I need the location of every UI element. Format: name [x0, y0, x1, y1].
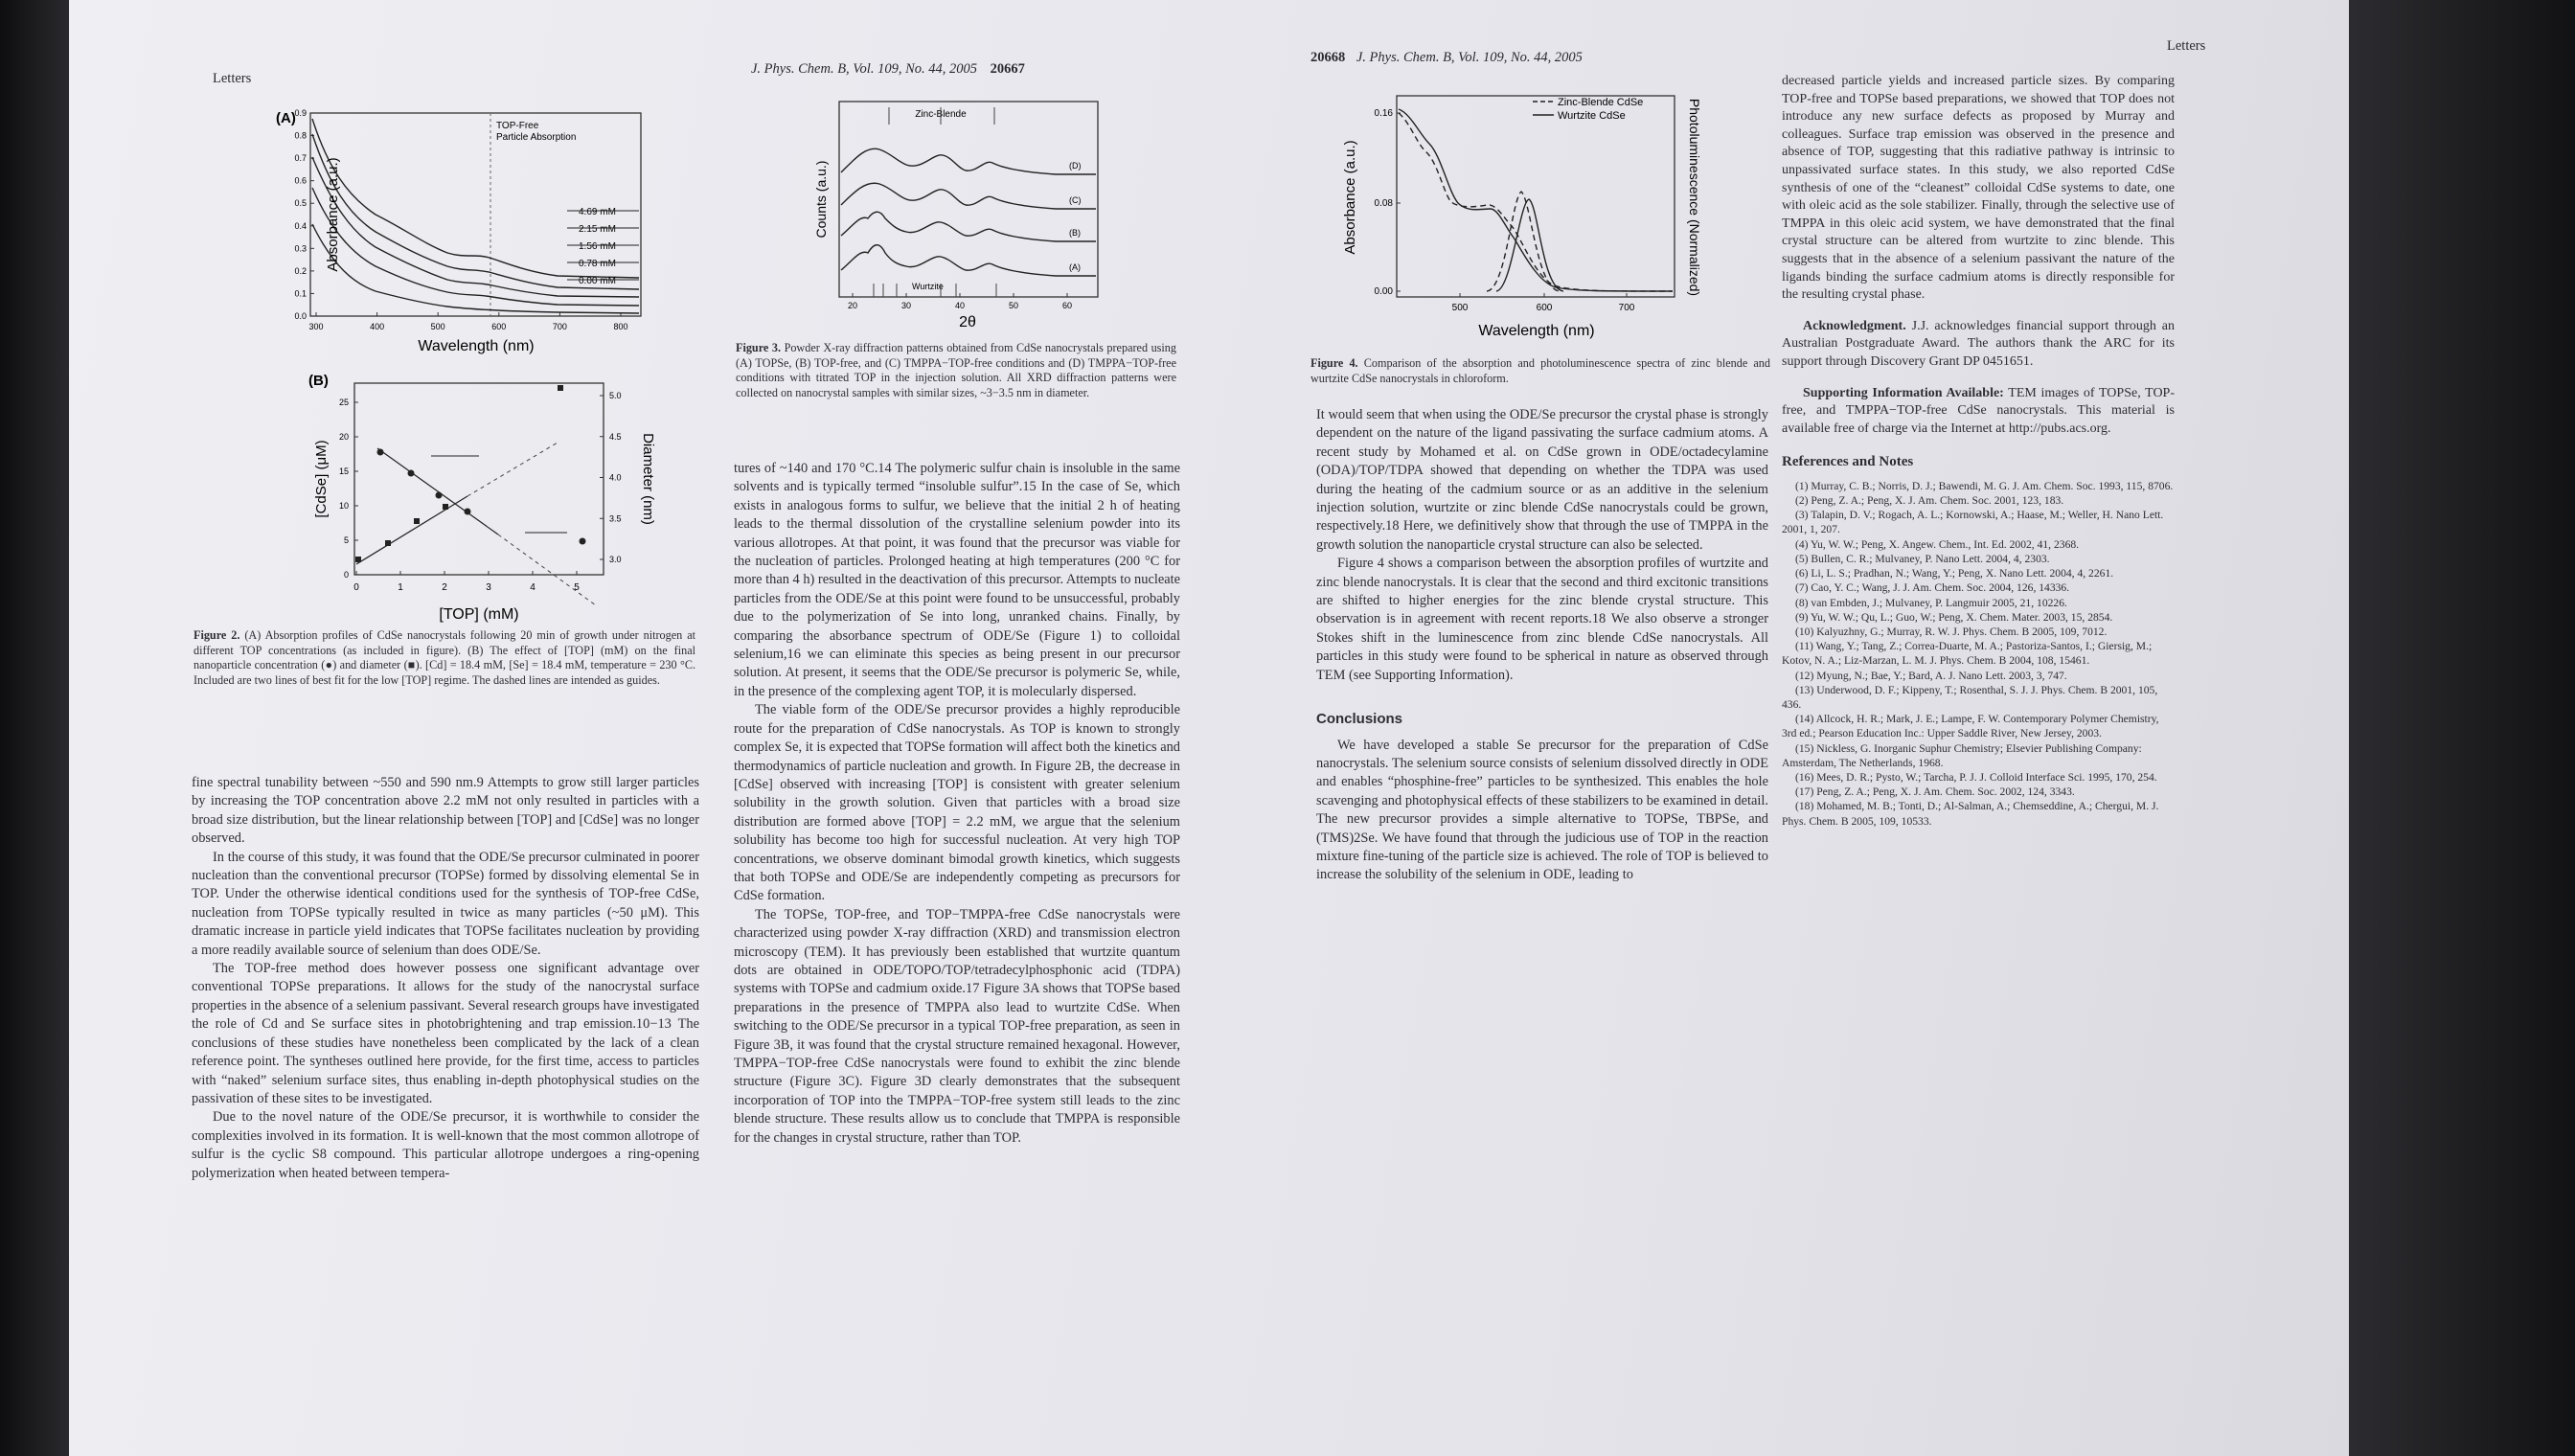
figure2b-frame	[354, 383, 604, 575]
figure4-ylabel-left: Absorbance (a.u.)	[1342, 140, 1358, 255]
figure2b-right-ytick-label: 4.5	[609, 431, 622, 442]
reference-item: (11) Wang, Y.; Tang, Z.; Correa-Duarte, M. A.; Pastoriza-Santos, I.; Giersig, M.; Kotov, N. A.; Liz-Marzan, L. M. J. Phys. Chem. B 2004, 108, 15461.	[1782, 640, 2153, 668]
figure4-pl-wurtzite	[1496, 199, 1563, 291]
col2-paragraph: tures of ~140 and 170 °C.14 The polymeric sulfur chain is insoluble in the same solvents and is typically termed “insoluble sulfur”.15 In the case of Se, which exists in analogous forms to sulfur, we believe that the initial 2 h of heating leads to the thermal dissolution of the crystalline selenium powder into its various allotropes. At that point, it was found that the precursor was viable for the nucleation of particles. Prolonged heating at high temperatures (200 °C for more than 4 h) resulted in the deactivation of this precursor. Attempts to nucleate particles from the ODE/Se at this point were found to be unsuccessful, probably due to the polymerization of Se into long, unranked chains. Finally, by comparing the absorbance spectrum of ODE/Se (Figure 1) to colloidal selenium,16 we can eliminate this species as being present in our precursor solution. At present, it seems that the ODE/Se precursor is polymeric Se, while, in the presence of the complexing agent TOP, it is molecularly dispersed.	[734, 461, 1180, 699]
reference-item: (1) Murray, C. B.; Norris, D. J.; Bawendi, M. G. J. Am. Chem. Soc. 1993, 115, 8706.	[1795, 479, 2174, 492]
reference-item: (4) Yu, W. W.; Peng, X. Angew. Chem., Int. Ed. 2002, 41, 2368.	[1795, 537, 2080, 551]
right-page-number: 20668	[1310, 50, 1346, 65]
reference-item: (10) Kalyuzhny, G.; Murray, R. W. J. Phys. Chem. B 2005, 109, 7012.	[1795, 625, 2108, 638]
figure2b-right-ytick-label: 3.0	[609, 555, 622, 564]
figure3-ylabel: Counts (a.u.)	[813, 160, 829, 239]
figure2a-ylabel: Absorbance (a.u.)	[325, 157, 341, 272]
figure2a-xtick-label: 800	[613, 322, 628, 331]
left-journal-header	[751, 61, 1025, 78]
reference-item: (17) Peng, Z. A.; Peng, X. J. Am. Chem. Soc. 2002, 124, 3343.	[1795, 785, 2075, 799]
figure2b-xtick-label: 1	[398, 582, 403, 593]
figure2b-left-ytick-label: 5	[343, 535, 349, 545]
figure4-caption	[1310, 356, 1770, 386]
figure2b-label: (B)	[308, 373, 329, 389]
figure2a-ytick-label: 0.1	[294, 288, 307, 299]
figure2a-xticks	[308, 312, 627, 331]
right-journal-name: J. Phys. Chem. B, Vol. 109, No. 44, 2005	[1356, 50, 1583, 65]
figure2b-guide-diameter	[467, 443, 558, 496]
figure2b-left-ytick-label: 25	[338, 398, 349, 407]
acknowledgment-text: J.J. acknowledges financial support through an Australian Postgraduate Award. The authors thank the ARC for its support through Discovery Grant DP 0451651.	[1782, 318, 2175, 369]
figure2a-xtick-label: 300	[308, 322, 324, 331]
figure3-trace-d	[841, 148, 1096, 174]
figure2a-xtick-label: 400	[370, 322, 385, 331]
figure2a-ytick-label: 0.3	[294, 243, 307, 254]
figure3-xtick-label: 50	[1008, 301, 1019, 310]
figure3-xticks	[848, 293, 1072, 310]
figure2a-series-label-4: 0.78 mM	[579, 259, 616, 269]
figure2b-point	[465, 509, 471, 515]
figure2b-xlabel: [TOP] (mM)	[439, 606, 519, 623]
figure2-caption	[194, 628, 695, 688]
figure3-trace-b	[841, 212, 1096, 241]
right-section-header: Letters	[2167, 38, 2206, 54]
paper-spread	[69, 0, 2349, 1456]
left-section-header: Letters	[213, 71, 252, 86]
figure4-ytick-label: 0.16	[1374, 108, 1393, 119]
figure2a-ytick-label: 0.5	[294, 198, 307, 209]
col3-paragraph: Figure 4 shows a comparison between the absorption profiles of wurtzite and zinc blende nanocrystals. It is clear that the second and third excitonic transitions are shifted to higher energies for the zinc blende crystal structure. This observation is in agreement with recent reports.18 We also observe a stronger Stokes shift in the luminescence from zinc blende CdSe nanocrystals. All particles in this study were found to be spherical in nature as observed through TEM (see Supporting Information).	[1316, 556, 1768, 683]
reference-item: (18) Mohamed, M. B.; Tonti, D.; Al-Salman, A.; Chemseddine, A.; Chergui, M. J. Phys. Chem. B 2005, 109, 10533.	[1782, 800, 2159, 828]
column-2-text	[734, 460, 1180, 1148]
figure3-trace-label-c: (C)	[1069, 195, 1082, 205]
supporting-info-heading: Supporting Information Available:	[1803, 385, 2004, 400]
figure2b-right-ytick-label: 3.5	[609, 513, 622, 524]
col4-paragraph: decreased particle yields and increased particle sizes. By comparing TOP-free and TOPSe based preparations, we showed that TOP does not introduce any new surface defects as proposed by Murray and colleagues. Surface trap emission was observed in the presence and absence of TOP, suggesting that this radiative pathway is intrinsic to unpassivated surface states. In this study, we also reported CdSe synthesis of one of the “cleanest” colloidal CdSe systems to date, one with oleic acid as the sole stabilizer. Finally, through the selective use of TMPPA in this oleic acid system, we have demonstrated that the final crystal structure can be altered from wurtzite to zinc blende. This suggests that in the absence of a selenium passivant the nature of the ligands binding the surface cadmium atoms is directly responsible for the resulting crystal phase.	[1782, 74, 2175, 303]
figure2b-ylabel-right: Diameter (nm)	[640, 433, 656, 525]
figure2a-ytick-label: 0.7	[294, 153, 307, 164]
figure4-legend-wz: Wurtzite CdSe	[1558, 110, 1626, 122]
column-1-text	[192, 774, 699, 1183]
figure2b-fit-line-diameter	[356, 496, 467, 564]
reference-item: (5) Bullen, C. R.; Mulvaney, P. Nano Lett. 2004, 4, 2303.	[1795, 552, 2050, 565]
dark-background-left	[0, 0, 69, 1456]
figure3-trace-a	[841, 245, 1096, 276]
figure4-chart-container	[1333, 84, 1736, 357]
reference-item: (8) van Embden, J.; Mulvaney, P. Langmuir 2005, 21, 10226.	[1795, 596, 2067, 609]
col3-paragraph: It would seem that when using the ODE/Se precursor the crystal phase is strongly dependent on the nature of the ligand passivating the surface cadmium atoms. A recent study by Mohamed et al. on CdSe grown in ODE/octadecylamine (ODA)/TOP/TDPA showed that depending on whether the TDPA was used during the heating of the cadmium source or as an additive in the selenium injection solution, wurtzite or zinc blende CdSe nanocrystals could be grown, respectively.18 Here, we definitively show that through the use of TMPPA in the growth solution the nanoparticle crystal structure can also be selected.	[1316, 407, 1768, 553]
col1-paragraph: The TOP-free method does however possess one significant advantage over conventional TOPSe preparations. It allows for the study of the nanocrystal surface properties in the absence of a selenium passivant. Several research groups have investigated the role of Cd and Se surface sites in photobrightening and trap emission.10−13 The conclusions of these studies have nonetheless been complicated by the lack of a clean reference point. The syntheses outlined here provide, for the first time, access to particles with “naked” selenium surface sites, thus enabling in-depth photophysical studies on the passivation of these sites to be investigated.	[192, 961, 699, 1106]
reference-item: (12) Myung, N.; Bae, Y.; Bard, A. J. Nano Lett. 2003, 3, 747.	[1795, 669, 2067, 682]
col2-paragraph: The TOPSe, TOP-free, and TOP−TMPPA-free CdSe nanocrystals were characterized using powder X-ray diffraction (XRD) and transmission electron microscopy (TEM). It has previously been established that wurtzite quantum dots are obtained in ODE/TOPO/TOP/tetradecylphosphonic acid (TDPA) systems with TOPSe and cadmium oxide.17 Figure 3A shows that TOPSe based preparations in the presence of TMPPA also lead to wurtzite CdSe. When switching to the ODE/Se precursor in a typical TOP-free preparation, as seen in Figure 3B, it was found that the crystal structure remained hexagonal. However, TMPPA−TOP-free CdSe nanocrystals were found to exhibit the zinc blende structure (Figure 3C). Figure 3D clearly demonstrates that the subsequent incorporation of TOP into the TMPPA−TOP-free system still leads to the zinc blende structure. These results allow us to conclude that TMPPA is responsible for the changes in crystal structure, rather than TOP.	[734, 906, 1180, 1146]
figure2b-left-ytick-label: 0	[343, 570, 349, 580]
figure4-pl-zinc-blende	[1487, 192, 1560, 291]
figure3-xtick-label: 30	[900, 301, 912, 310]
figure2a-ytick-label: 0.6	[294, 175, 307, 186]
figure3-caption	[736, 341, 1176, 400]
figure2b-point	[558, 385, 563, 391]
figure2a-ytick-label: 0.8	[294, 130, 307, 141]
figure2a-ytick-label: 0.2	[294, 265, 307, 276]
col2-paragraph: The viable form of the ODE/Se precursor provides a highly reproducible route for the preparation of CdSe nanocrystals. As TOP is known to strongly complex Se, it is expected that TOPSe formation will affect both the kinetics and thermodynamics of particle nucleation and growth. In Figure 2B, the decrease in [CdSe] observed with increasing [TOP] is consistent with greater selenium solubility in the growth solution. Given that particles with a broad size distribution are formed above [TOP] = 2.2 mM, we argue that the selenium solubility has become too high for successful nucleation. At very high TOP concentrations, we observe dominant bimodal growth kinetics, which suggests that both TOPSe and ODE/Se are independently competing as precursors for CdSe formation.	[734, 702, 1180, 904]
figure2a-curve-1	[312, 119, 639, 278]
col1-paragraph: In the course of this study, it was found that the ODE/Se precursor culminated in poorer nucleation than the conventional precursor (TOPSe) formed by dissolving elemental Se in TOP. Under the otherwise identical conditions used for the synthesis of TOP-free CdSe, nucleation from TOPSe typically resulted in twice as many particles (~50 μM). This dramatic increase in particle yield indicates that TOPSe facilitates nucleation by providing a more readily available source of selenium than does ODE/Se.	[192, 849, 699, 958]
figure4-chart	[1333, 84, 1736, 353]
figure2a-yticks	[294, 108, 314, 321]
figure3-xtick-label: 20	[847, 301, 858, 310]
reference-item: (2) Peng, Z. A.; Peng, X. J. Am. Chem. Soc. 2001, 123, 183.	[1795, 494, 2064, 508]
figure4-xtick-label: 600	[1536, 303, 1553, 313]
reference-item: (3) Talapin, D. V.; Rogach, A. L.; Kornowski, A.; Haase, M.; Weller, H. Nano Lett. 2001, 1, 207.	[1782, 509, 2164, 536]
figure2-panel-b	[241, 368, 692, 631]
figure2a-legend-title-2: Particle Absorption	[496, 132, 577, 143]
left-journal-name: J. Phys. Chem. B, Vol. 109, No. 44, 2005	[751, 61, 978, 77]
figure4-xtick-label: 500	[1451, 303, 1469, 313]
figure3-chart-container	[797, 92, 1113, 336]
figure2b-right-ytick-label: 5.0	[609, 391, 622, 400]
figure3-xtick-label: 60	[1061, 301, 1073, 310]
reference-item: (15) Nickless, G. Inorganic Suphur Chemistry; Elsevier Publishing Company: Amsterdam, The Netherlands, 1968.	[1782, 741, 2142, 769]
reference-item: (13) Underwood, D. F.; Kippeny, T.; Rosenthal, S. J. J. Phys. Chem. B 2001, 105, 436.	[1782, 683, 2158, 711]
figure2b-point	[355, 557, 361, 562]
column-3-text	[1316, 406, 1768, 885]
reference-item: (6) Li, L. S.; Pradhan, N.; Wang, Y.; Peng, X. Nano Lett. 2004, 4, 2261.	[1795, 567, 2114, 580]
dark-background-right	[2349, 0, 2575, 1456]
figure2a-xtick-label: 600	[491, 322, 507, 331]
figure4-legend-zb: Zinc-Blende CdSe	[1558, 97, 1644, 108]
figure4-caption-text: Comparison of the absorption and photoluminescence spectra of zinc blende and wurtzite CdSe nanocrystals in chloroform.	[1310, 356, 1770, 385]
figure2b-xtick-label: 4	[530, 582, 536, 593]
figure2a-label: (A)	[276, 110, 296, 126]
figure3-trace-label-d: (D)	[1069, 161, 1082, 171]
figure2b-point	[385, 540, 391, 546]
col1-paragraph: fine spectral tunability between ~550 and 590 nm.9 Attempts to grow still larger particles by increasing the TOP concentration above 2.2 mM not only resulted in particles with a broad size distribution, but the linear relationship between [TOP] and [CdSe] was no longer observed.	[192, 775, 699, 847]
figure4-xtick-label: 700	[1618, 303, 1635, 313]
supporting-info-text: TEM images of TOPSe, TOP-free, and TMPPA−TOP-free CdSe nanocrystals. This material is available free of charge via the Internet at http://pubs.acs.org.	[1782, 385, 2176, 436]
supporting-info-paragraph	[1782, 385, 2175, 439]
figure2a-series-label-2: 2.15 mM	[579, 224, 616, 235]
figure3-trace-c	[841, 183, 1096, 209]
left-page-number: 20667	[990, 61, 1025, 77]
figure3-caption-label: Figure 3.	[736, 341, 781, 354]
figure2b-left-yticks	[339, 398, 358, 580]
col1-paragraph: Due to the novel nature of the ODE/Se precursor, it is worthwhile to consider the complexities involved in its formation. It is well-known that the most common allotrope of sulfur is the cyclic S8 compound. This particular allotrope undergoes a ring-opening polymerization when heated between tempera-	[192, 1109, 699, 1181]
figure4-ytick-label: 0.00	[1374, 286, 1393, 297]
figure3-trace-label-b: (B)	[1069, 228, 1081, 238]
figure2b-left-ytick-label: 15	[338, 466, 349, 476]
conclusions-heading: Conclusions	[1316, 711, 1403, 728]
figure2b-left-ytick-label: 20	[338, 432, 349, 442]
figure2b-xtick-label: 3	[486, 582, 491, 593]
references-list	[1782, 479, 2175, 829]
figure2-caption-label: Figure 2.	[194, 628, 240, 642]
figure4-abs-wurtzite	[1399, 109, 1673, 291]
figure2b-fit-line-concentration	[377, 448, 498, 535]
figure2a-legend-title-1: TOP-Free	[496, 121, 539, 131]
figure2b-xtick-label: 0	[353, 582, 359, 593]
conclusions-paragraph: We have developed a stable Se precursor for the preparation of CdSe nanocrystals. The selenium source consists of selenium dissolved directly in ODE and enables “phosphine-free” particles to be synthesized. This enables the hole scavenging and photophysical effects of these stabilizers to be examined in detail. The new precursor provides a simple alternative to TOPSe, TBPSe, and (TMS)2Se. We have found that through the judicious use of TOP in the reaction mixture fine-tuning of the particle size is achieved. The role of TOP is believed to increase the solubility of the selenium in ODE, leading to	[1316, 737, 1768, 883]
figure2a-chart	[241, 100, 692, 364]
reference-item: (14) Allcock, H. R.; Mark, J. E.; Lampe, F. W. Contemporary Polymer Chemistry, 3rd ed.; Pearson Education Inc.: Upper Saddle River, New Jersey, 2003.	[1782, 713, 2159, 740]
figure4-xticks	[1452, 293, 1635, 313]
figure3-chart	[797, 92, 1113, 331]
figure2b-xtick-label: 5	[574, 582, 580, 593]
figure2a-xtick-label: 700	[552, 322, 567, 331]
figure2a-series-label-1: 4.69 mM	[579, 207, 616, 217]
reference-item: (7) Cao, Y. C.; Wang, J. J. Am. Chem. Soc. 2004, 126, 14336.	[1795, 581, 2070, 595]
figure3-caption-text: Powder X-ray diffraction patterns obtained from CdSe nanocrystals prepared using (A) TOPSe, (B) TOP-free, and (C) TMPPA−TOP-free conditions and (D) TMPPA−TOP-free conditions with titrated TOP in the injection solution. All XRD diffraction patterns were collected on nanocrystal samples with similar sizes, ~3−3.5 nm in diameter.	[736, 341, 1176, 399]
figure2a-ytick-label: 0.0	[294, 311, 307, 321]
figure3-xlabel: 2θ	[959, 314, 976, 330]
figure2b-point	[377, 449, 384, 456]
figure2b-point	[414, 518, 420, 524]
figure2a-series-label-3: 1.56 mM	[579, 241, 616, 252]
figure2b-chart	[241, 368, 692, 626]
figure4-ytick-label: 0.08	[1374, 198, 1393, 209]
figure2b-point	[580, 538, 586, 545]
figure3-xtick-label: 40	[954, 301, 966, 310]
figure4-abs-zinc-blende	[1399, 113, 1673, 291]
figure2b-point	[436, 492, 443, 499]
figure2b-guide-concentration	[498, 535, 596, 605]
figure2b-right-ytick-label: 4.0	[609, 472, 622, 483]
figure3-frame	[839, 102, 1098, 297]
figure4-caption-label: Figure 4.	[1310, 356, 1358, 370]
figure2a-xlabel: Wavelength (nm)	[418, 338, 535, 354]
figure2-caption-text: (A) Absorption profiles of CdSe nanocrystals following 20 min of growth under nitrogen at different TOP concentrations (as included in figure). (B) The effect of [TOP] (mM) on the final nanoparticle concentration (●) and diameter (■). [Cd] = 18.4 mM, [Se] = 18.4 mM, temperature = 230 °C. Included are two lines of best fit for the low [TOP] regime. The dashed lines are intended as guides.	[194, 628, 695, 687]
reference-item: (9) Yu, W. W.; Qu, L.; Guo, W.; Peng, X. Chem. Mater. 2003, 15, 2854.	[1795, 610, 2113, 624]
acknowledgment-heading: Acknowledgment.	[1803, 318, 1906, 333]
reference-item: (16) Mees, D. R.; Pysto, W.; Tarcha, P. J. J. Colloid Interface Sci. 1995, 170, 254.	[1795, 770, 2157, 784]
figure2-panel-a	[241, 100, 692, 369]
column-4-text	[1782, 73, 2175, 829]
figure2b-xtick-label: 2	[442, 582, 447, 593]
figure2b-point	[443, 504, 448, 510]
acknowledgment-paragraph	[1782, 318, 2175, 372]
right-journal-header	[1310, 50, 1583, 66]
figure2b-left-ytick-label: 10	[338, 501, 349, 511]
figure4-ylabel-right: Photoluminescence (Normalized)	[1687, 98, 1702, 297]
figure4-xlabel: Wavelength (nm)	[1478, 323, 1595, 339]
figure2b-ylabel-left: [CdSe] (μM)	[313, 440, 330, 518]
figure3-trace-label-a: (A)	[1069, 262, 1081, 272]
figure2a-ytick-label: 0.9	[294, 108, 307, 118]
figure3-bottom-label: Wurtzite	[912, 282, 944, 291]
figure2b-point	[408, 470, 415, 477]
figure2a-xtick-label: 500	[430, 322, 445, 331]
figure3-top-label: Zinc-Blende	[915, 109, 967, 120]
figure2a-ytick-label: 0.4	[294, 220, 307, 231]
figure2a-series-label-5: 0.00 mM	[579, 276, 616, 286]
references-heading: References and Notes	[1782, 454, 1914, 470]
